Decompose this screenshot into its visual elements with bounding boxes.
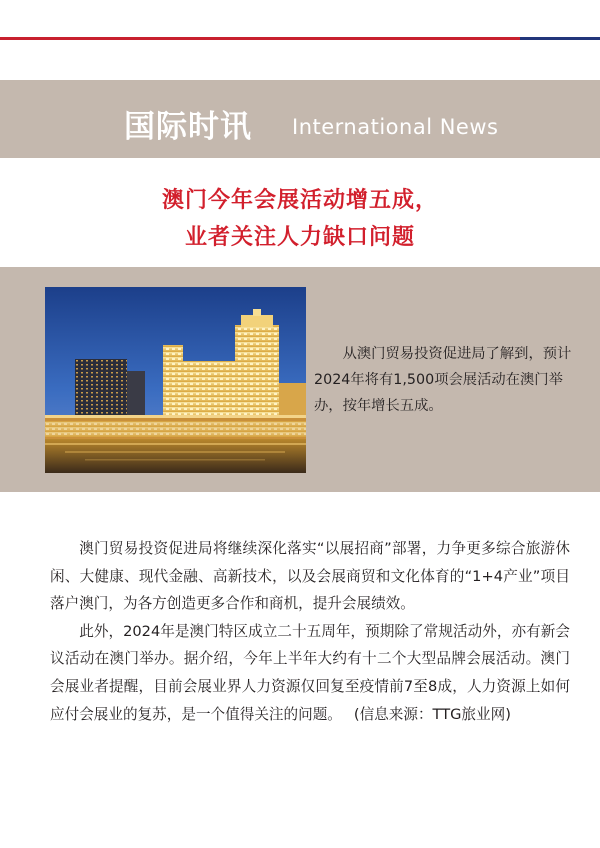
headline-line-1: 澳门今年会展活动增五成， (161, 188, 438, 213)
summary-text (314, 341, 588, 419)
source-credit: (信息来源：TTG旅业网) (353, 705, 511, 723)
body-paragraph-1: 澳门贸易投资促进局将继续深化落实“以展招商”部署，力争更多综合旅游休闲、大健康、现代金融、高新技术，以及会展商贸和文化体育的“1+4产业”项目落户澳门，为各方创造更多合作和商机，提升会展绩效。 (50, 540, 570, 613)
top-rule-blue (520, 37, 600, 40)
body-paragraph-2 (50, 618, 570, 728)
headline-line-2: 业者关注人力缺口问题 (184, 225, 415, 250)
article-body (50, 535, 570, 728)
section-title-zh: 国际时讯 (124, 109, 252, 145)
macau-hotel-photo (45, 287, 306, 473)
body-paragraph-2-text: 此外，2024年是澳门特区成立二十五周年，预期除了常规活动外，亦有新会议活动在澳门举办。据介绍，今年上半年大约有十二个大型品牌会展活动。澳门会展业者提醒，目前会展业界人力资源仅回复至疫情前7至8成，人力资源上如何应付会展业的复苏，是一个值得关注的问题。 (50, 622, 570, 723)
summary-paragraph: 从澳门贸易投资促进局了解到，预计2024年将有1,500项会展活动在澳门举办，按年增长五成。 (314, 346, 572, 414)
section-title-en: International News (292, 115, 499, 139)
top-rule-red (0, 37, 520, 40)
